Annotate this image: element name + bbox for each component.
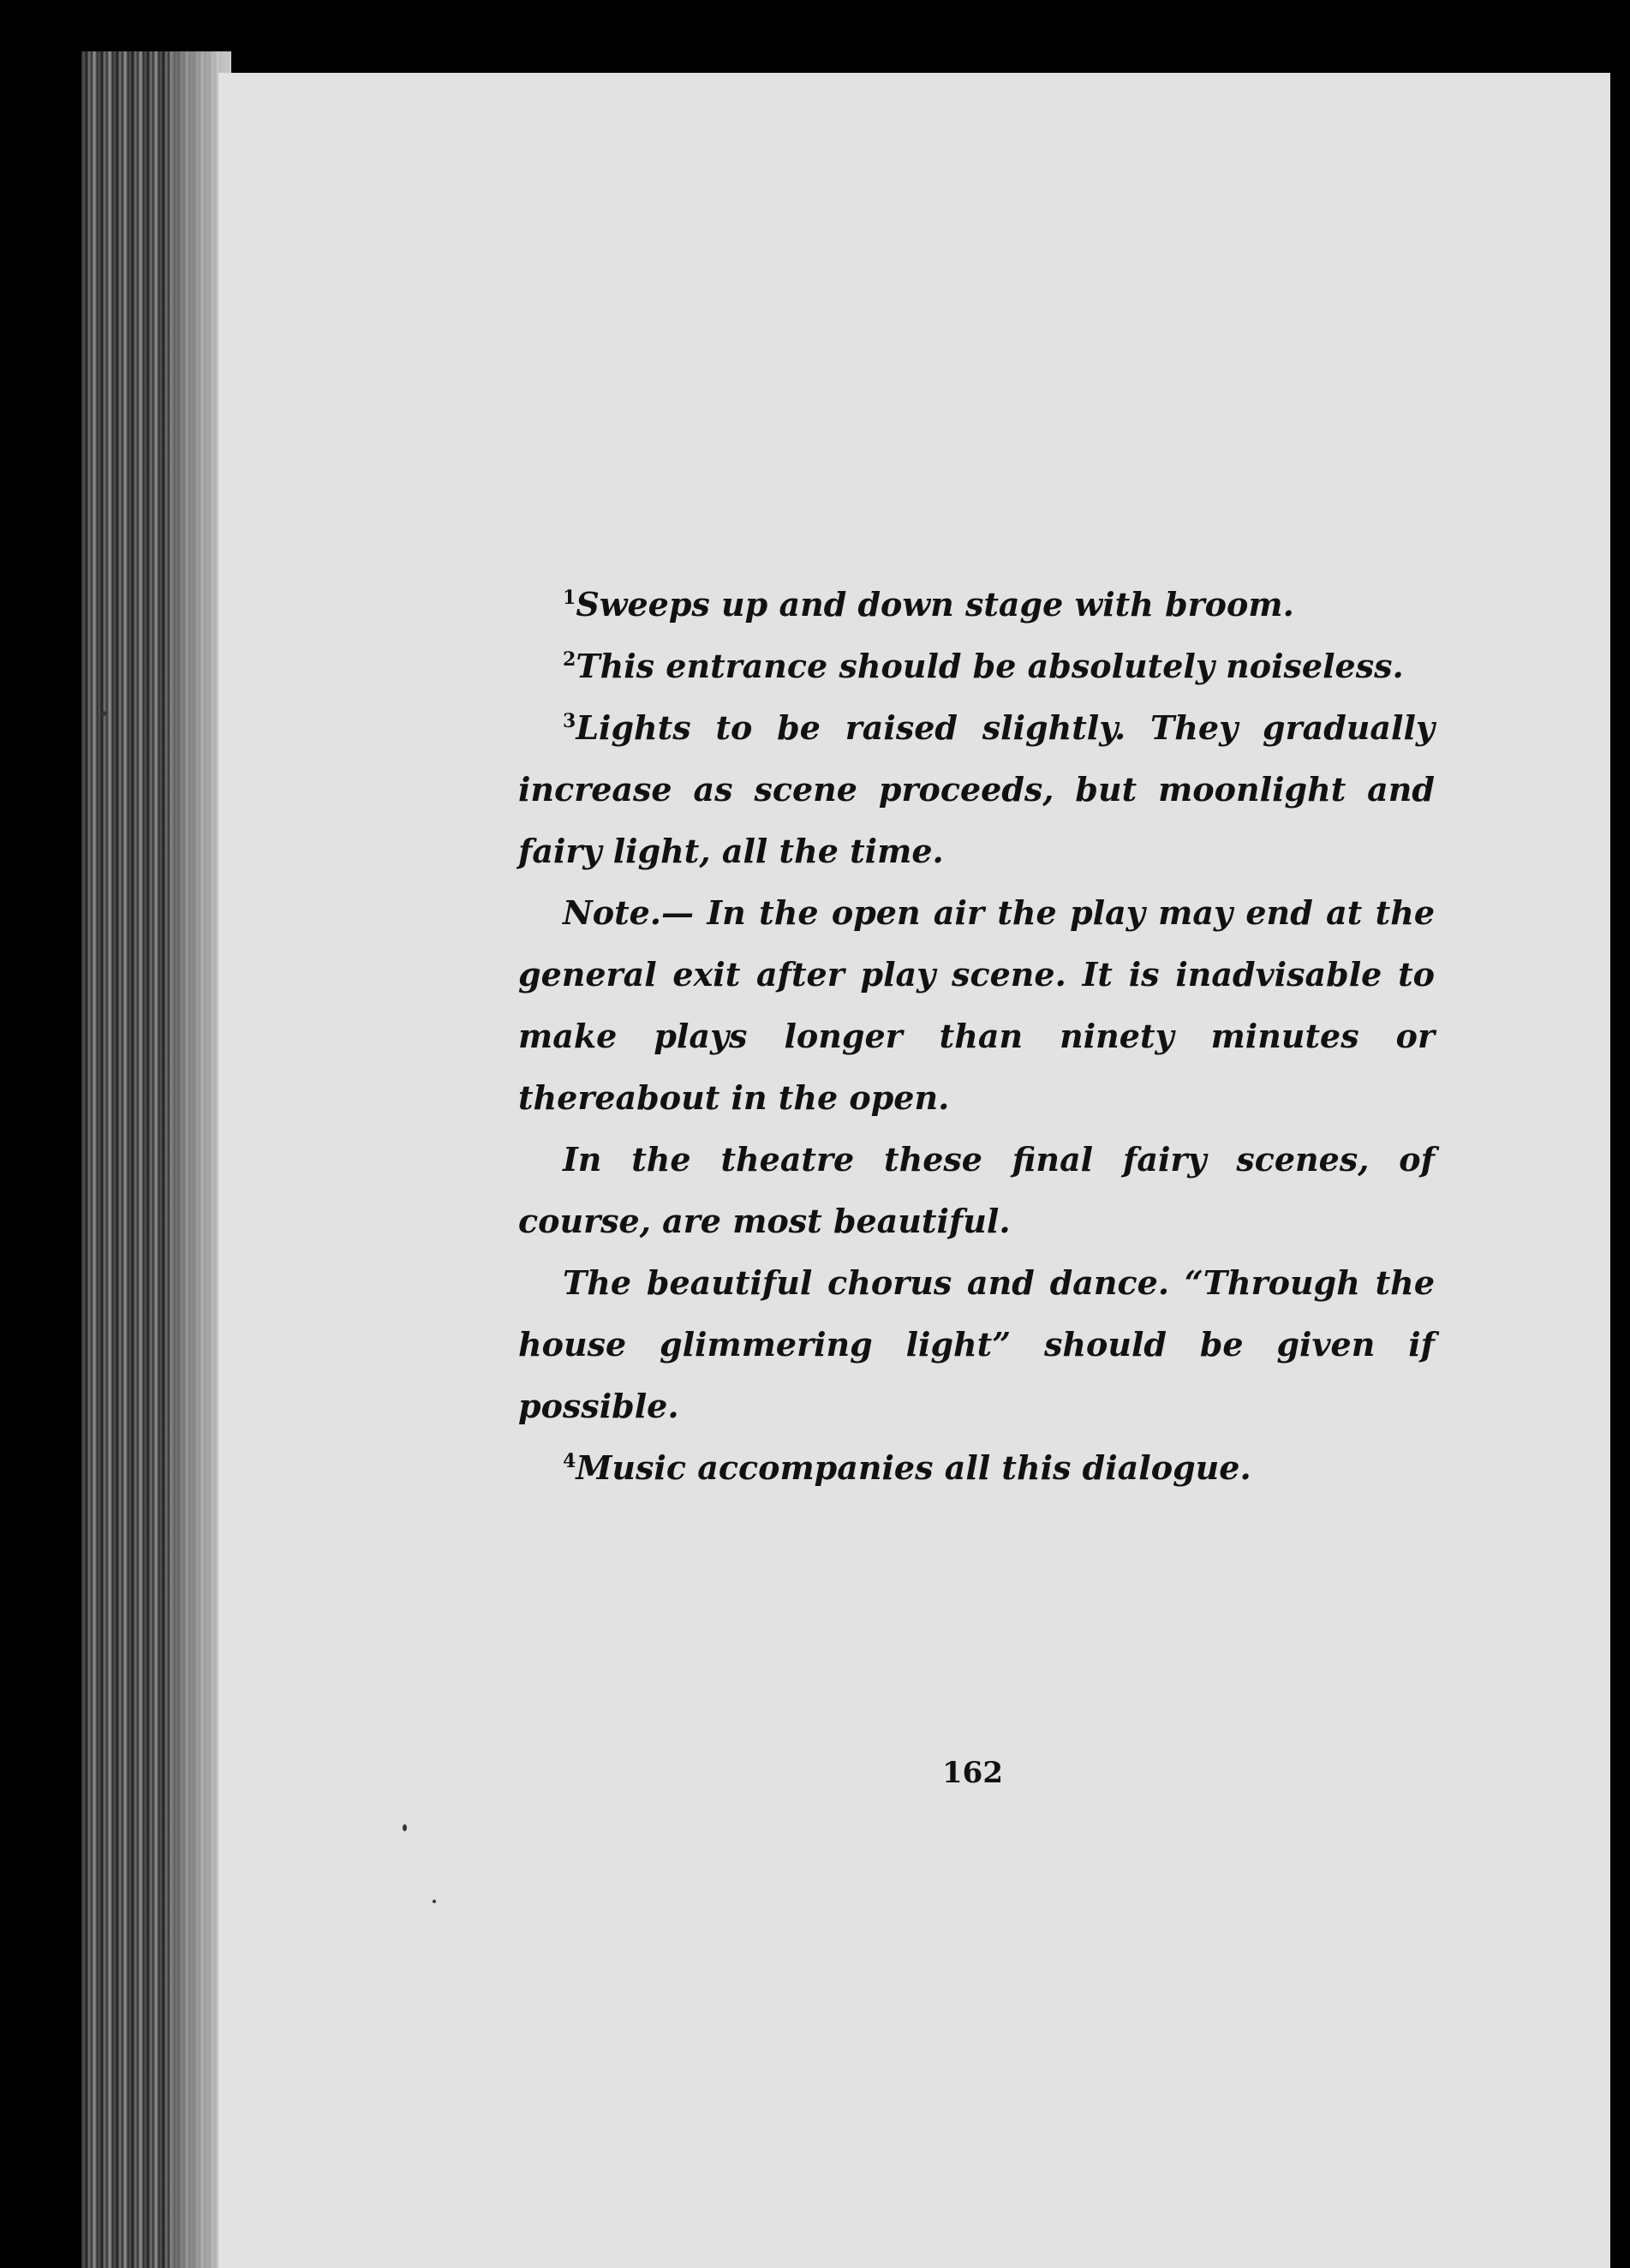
footnote-marker-4: 4 <box>563 1450 576 1472</box>
scan-speck <box>433 1900 436 1903</box>
theatre-paragraph: In the theatre these final fairy scenes, of course, are most beautiful. <box>518 1140 1435 1240</box>
scan-speck <box>403 1824 407 1831</box>
page-number: 162 <box>942 1756 1003 1790</box>
footnote-marker-1: 1 <box>563 587 576 609</box>
footnote-4 <box>518 1437 1435 1499</box>
footnote-3-text: Lights to be raised slightly. They gradually increase as scene proceeds, but moonlight and fairy light, all the time. <box>518 708 1435 870</box>
footnote-3 <box>518 697 1435 882</box>
footnote-2-text: This entrance should be absolutely noiseless. <box>576 647 1404 685</box>
footnote-2 <box>518 636 1435 697</box>
footnote-text-block <box>518 574 1435 1499</box>
footnote-marker-3: 3 <box>563 710 576 732</box>
footnote-4-text: Music accompanies all this dialogue. <box>576 1448 1251 1487</box>
footnote-1-text: Sweeps up and down stage with broom. <box>576 585 1294 624</box>
chorus-paragraph: The beautiful chorus and dance. “Through the house glimmering light” should be given if possible. <box>518 1263 1435 1425</box>
note-paragraph: Note.— In the open air the play may end at the general exit after play scene. It is inadvisable to make plays longer than ninety minutes or thereabout in the open. <box>518 893 1435 1117</box>
footnote-marker-2: 2 <box>563 648 576 671</box>
scan-speck <box>101 711 106 716</box>
footnote-1 <box>518 574 1435 636</box>
